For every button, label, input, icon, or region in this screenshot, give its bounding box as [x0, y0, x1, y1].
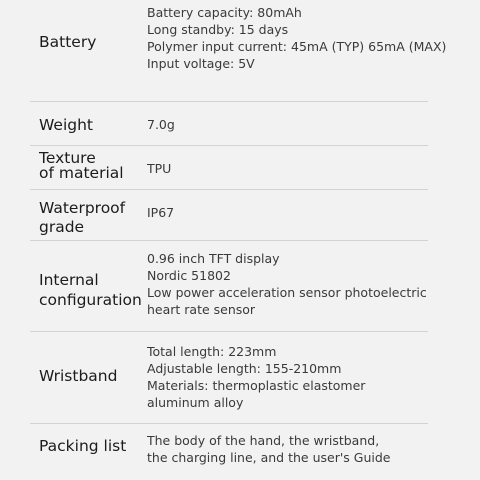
row-divider [30, 240, 428, 241]
spec-value-battery [147, 4, 446, 72]
row-divider [30, 145, 428, 146]
spec-value-internal-configuration [147, 250, 427, 318]
row-divider [30, 101, 428, 102]
spec-label-waterproof: Waterproof grade [39, 199, 126, 236]
spec-value-line: Low power acceleration sensor photoelectric [147, 285, 427, 300]
spec-value-wristband [147, 343, 365, 411]
spec-value-line: IP67 [147, 205, 175, 220]
spec-value-line: 7.0g [147, 117, 175, 132]
spec-value-line: Long standby: 15 days [147, 22, 289, 37]
spec-label-packing-list: Packing list [39, 437, 127, 455]
spec-value-waterproof [147, 204, 174, 221]
spec-value-line: Input voltage: 5V [147, 56, 255, 71]
spec-value-line: Polymer input current: 45mA (TYP) 65mA (MAX) [147, 39, 447, 54]
spec-value-line: The body of the hand, the wristband, [147, 433, 380, 448]
spec-value-line: Materials: thermoplastic elastomer [147, 378, 366, 393]
spec-value-line: Battery capacity: 80mAh [147, 5, 302, 20]
row-divider [30, 189, 428, 190]
spec-label-weight: Weight [39, 116, 94, 134]
spec-label-internal-configuration: Internal configuration [39, 271, 142, 309]
spec-value-weight [147, 116, 175, 133]
spec-value-line: heart rate sensor [147, 302, 256, 317]
spec-value-texture [147, 160, 171, 177]
spec-value-line: 0.96 inch TFT display [147, 251, 280, 266]
spec-value-line: the charging line, and the user's Guide [147, 450, 391, 465]
spec-value-line: aluminum alloy [147, 395, 244, 410]
spec-value-line: Total length: 223mm [147, 344, 277, 359]
spec-label-texture: Texture of material [39, 149, 124, 182]
spec-label-battery: Battery [39, 33, 97, 51]
spec-value-line: Nordic 51802 [147, 268, 231, 283]
spec-value-packing-list [147, 432, 390, 466]
spec-value-line: TPU [147, 161, 172, 176]
spec-label-wristband: Wristband [39, 367, 118, 385]
row-divider [30, 331, 428, 332]
row-divider [30, 423, 428, 424]
spec-value-line: Adjustable length: 155-210mm [147, 361, 342, 376]
